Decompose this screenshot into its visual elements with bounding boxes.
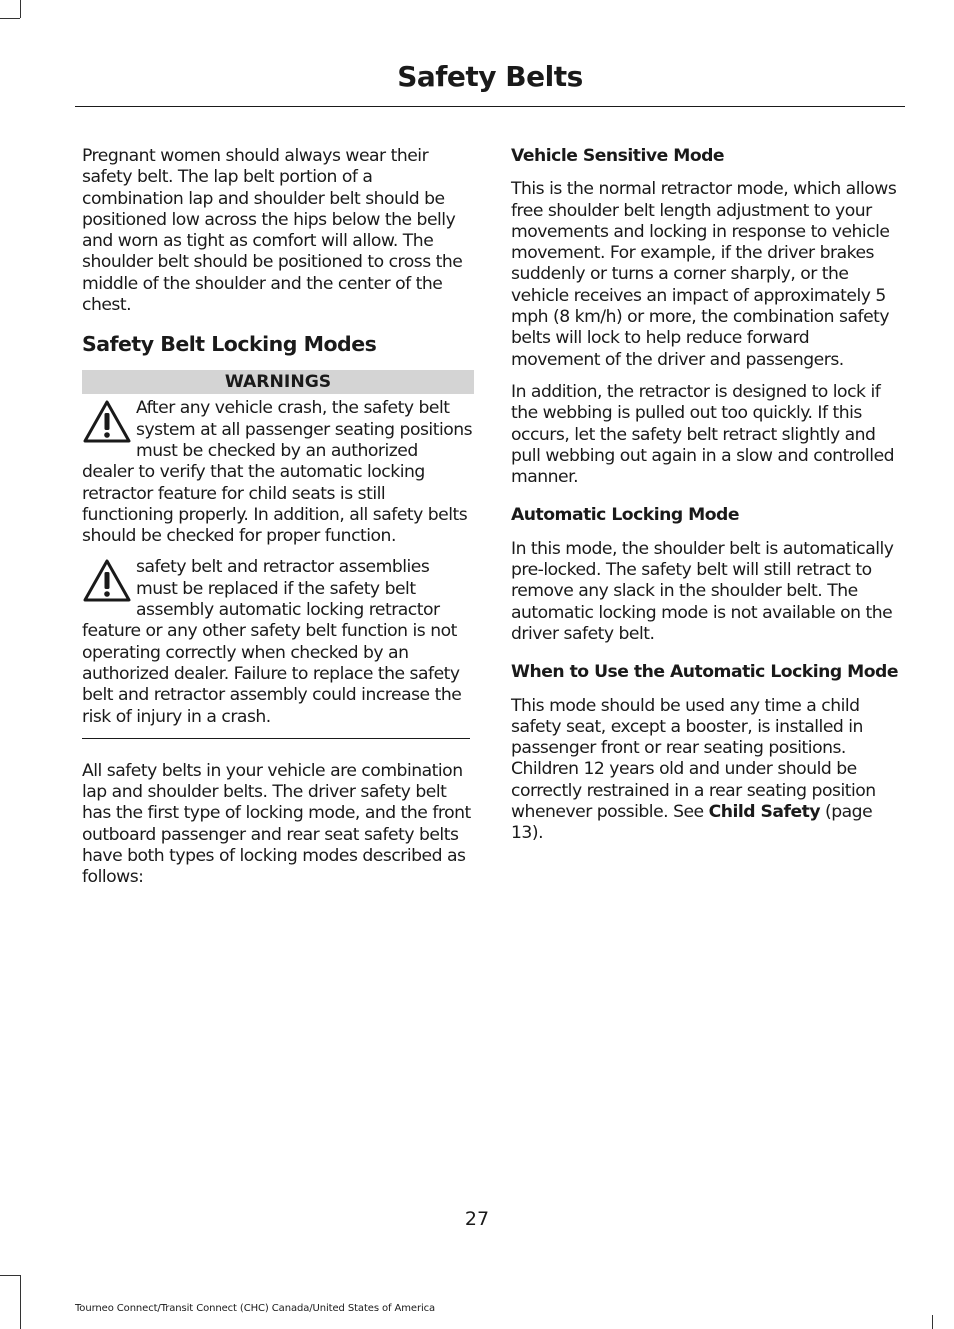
warning-triangle-icon [82, 558, 132, 604]
warnings-divider [82, 738, 470, 739]
warning-text: After any vehicle crash, the safety belt system at all passenger seating positions must be checked by an authorized dealer to verify that the automatic locking retractor feature for child seats is still functioning properly. In addition, all safety belts should be checked for proper function. [82, 398, 473, 547]
page-title: Safety Belts [397, 60, 583, 93]
section-heading: Safety Belt Locking Modes [82, 332, 377, 357]
page-number: 27 [464, 1208, 490, 1230]
automatic-locking-mode-heading: Automatic Locking Mode [511, 505, 740, 526]
warnings-header: WARNINGS [82, 370, 474, 394]
warning-text: safety belt and retractor assemblies must be replaced if the safety belt assembly automatic locking retractor feature or any other safety belt function is not operating correctly when checked by an authorized dealer. Failure to replace the safety belt and retractor assembly could increase the risk of injury in a crash. [82, 557, 462, 727]
intro-paragraph: Pregnant women should always wear their safety belt. The lap belt portion of a combination lap and shoulder belt should be positioned low across the hips below the belly and worn as tight as comfort will allow. The shoulder belt should be positioned to cross the middle of the shoulder and the center of the chest. [82, 146, 463, 316]
child-safety-link[interactable]: Child Safety [708, 802, 821, 823]
crop-mark [0, 18, 20, 19]
vehicle-sensitive-mode-paragraph: This is the normal retractor mode, which allows free shoulder belt length adjustment to your movements and locking in response to vehicle movement. For example, if the driver brakes suddenly or turns a corner sharply, or the vehicle receives an impact of approximately 5 mph (8 km/h) or more, the combination safety belts will lock to help reduce forward movement of the driver and passengers. [511, 179, 897, 370]
when-to-use-heading: When to Use the Automatic Locking Mode [511, 662, 899, 683]
page-reference: (page 13). [511, 802, 873, 844]
crop-mark [20, 1275, 21, 1329]
crop-mark [932, 1315, 933, 1329]
title-divider [75, 106, 905, 107]
locking-modes-paragraph: All safety belts in your vehicle are combination lap and shoulder belts. The driver safety belt has the first type of locking mode, and the front outboard passenger and rear seat safety belts have both types of locking modes described as follows: [82, 760, 471, 888]
when-to-use-text: This mode should be used any time a child safety seat, except a booster, is installed in passenger front or rear seating positions. Children 12 years old and under should be correctly restrained in a rear seating position whenever possible. See [511, 695, 876, 823]
warning-item [82, 398, 474, 547]
left-column [82, 146, 474, 900]
retractor-lock-paragraph: In addition, the retractor is designed to lock if the webbing is pulled out too quickly. If this occurs, let the safety belt retract slightly and pull webbing out again in a slow and controlled manner. [511, 381, 895, 488]
crop-mark [0, 1275, 20, 1276]
vehicle-sensitive-mode-heading: Vehicle Sensitive Mode [511, 146, 725, 166]
right-column [511, 146, 903, 856]
warning-triangle-icon [82, 399, 132, 445]
footer-text: Tourneo Connect/Transit Connect (CHC) Canada/United States of America [75, 1303, 436, 1314]
crop-mark [20, 0, 21, 18]
warning-item [82, 557, 474, 727]
automatic-locking-mode-paragraph: In this mode, the shoulder belt is automatically pre-locked. The safety belt will still retract to remove any slack in the shoulder belt. The automatic locking mode is not available on the driver safety belt. [511, 538, 894, 644]
when-to-use-paragraph [511, 696, 903, 845]
